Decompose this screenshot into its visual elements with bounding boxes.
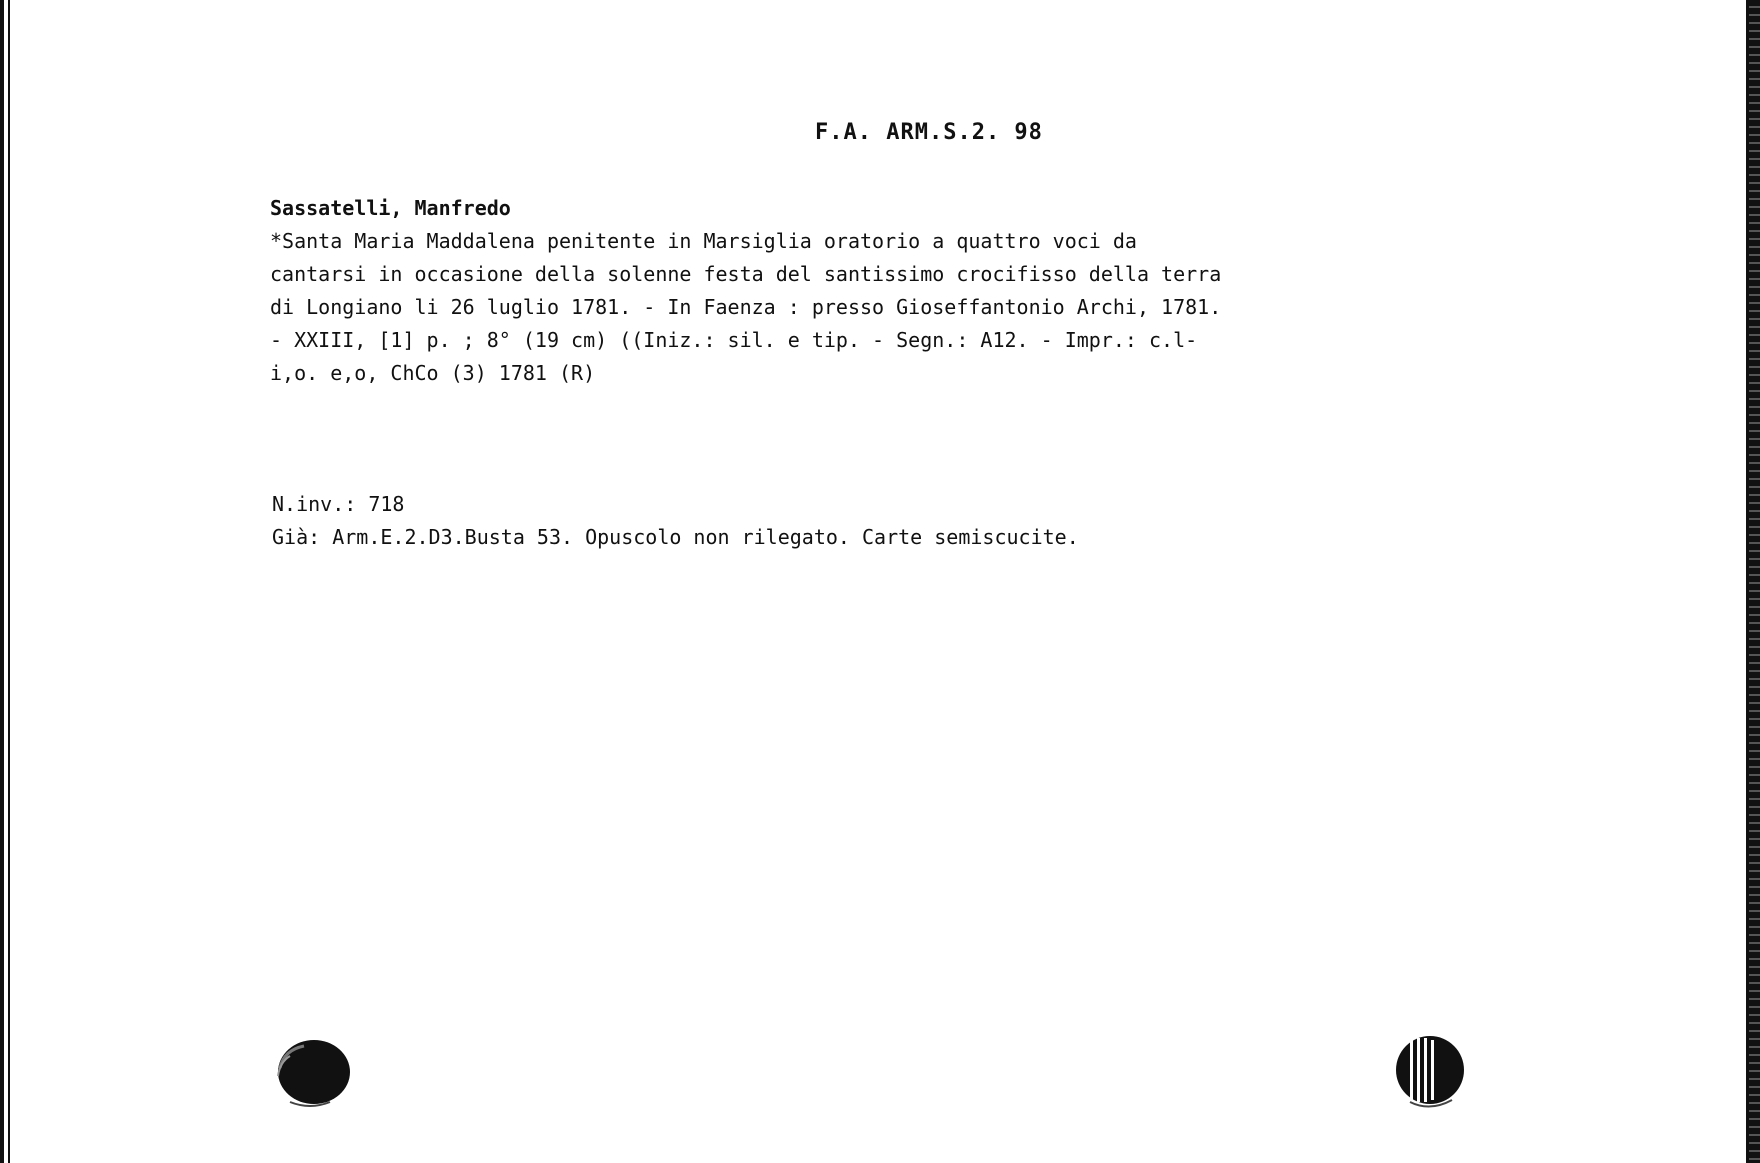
description-line: i,o. e,o, ChCo (3) 1781 (R)	[270, 361, 596, 385]
card-left-edge	[0, 0, 10, 1163]
shelfmark: F.A. ARM.S.2. 98	[815, 120, 1043, 145]
inventory-number: N.inv.: 718	[272, 492, 405, 516]
punch-hole-icon	[1390, 1030, 1472, 1112]
description-line: *Santa Maria Maddalena penitente in Marsiglia oratorio a quattro voci da	[270, 229, 1137, 253]
bibliographic-entry	[270, 192, 1230, 390]
description-line: cantarsi in occasione della solenne festa del santissimo crocifisso della terra	[270, 262, 1222, 286]
punch-hole-icon	[270, 1032, 352, 1114]
card-right-edge	[1746, 0, 1760, 1163]
author-heading: Sassatelli, Manfredo	[270, 196, 511, 220]
holdings-note	[272, 488, 1079, 554]
former-location: Già: Arm.E.2.D3.Busta 53. Opuscolo non rilegato. Carte semiscucite.	[272, 525, 1079, 549]
description-line: - XXIII, [1] p. ; 8° (19 cm) ((Iniz.: sil. e tip. - Segn.: A12. - Impr.: c.l-	[270, 328, 1198, 352]
description-line: di Longiano li 26 luglio 1781. - In Faenza : presso Gioseffantonio Archi, 1781.	[270, 295, 1222, 319]
